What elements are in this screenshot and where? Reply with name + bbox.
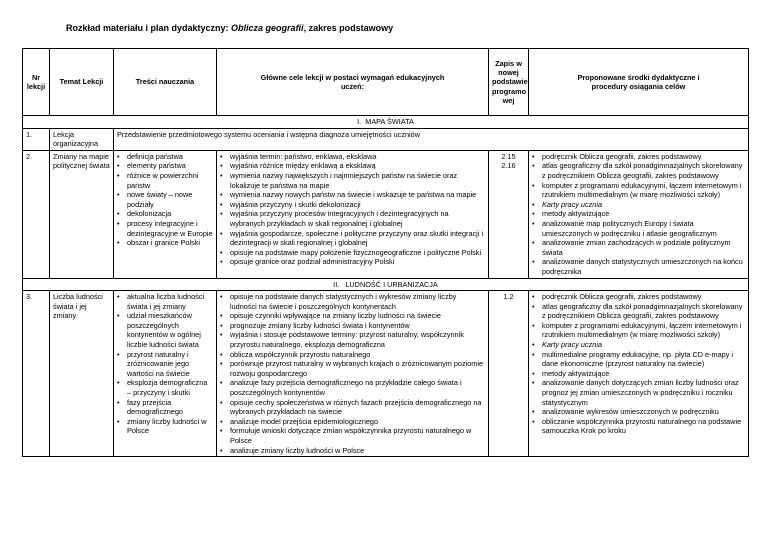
header-cele	[217, 49, 489, 116]
row-tresci	[114, 150, 217, 278]
list-item: • wyjaśnia różnice między enklawą a eksklawą	[220, 161, 485, 171]
list-item: • metody aktywizujące	[532, 209, 745, 219]
list-item: • analizowanie danych dotyczących zmian liczby ludności oraz prognoz jej zmian umieszczonych w podręczniku i roczniku statystycznym	[532, 378, 745, 407]
list-item: • obszar i granice Polski	[117, 238, 213, 248]
list-item: • metody aktywizujące	[532, 369, 745, 379]
table-row	[23, 150, 749, 278]
code-value: 2.16	[501, 161, 516, 171]
list-item: • elementy państwa	[117, 161, 213, 171]
list-item: • aktualna liczba ludności świata i jej zmiany	[117, 292, 213, 311]
list-item: • wyjaśnia przyczyny procesów integracyjnych i dezintegracyjnych na wybranych przykładach w skali regionalnej i globalnej	[220, 209, 485, 228]
list-item: • analizowanie danych statystycznych umieszczonych na końcu podręcznika	[532, 257, 745, 276]
list-item: • Karty pracy ucznia	[532, 200, 745, 210]
list-item: • udział mieszkańców poszczególnych kontynentów w ogólnej liczbie ludności świata	[117, 311, 213, 349]
list-item: • Karty pracy ucznia	[532, 340, 745, 350]
header-srodki	[529, 49, 749, 116]
header-cele-text: Główne cele lekcji w postaci wymagań edukacyjnych uczeń:	[260, 72, 445, 91]
list-item: • podręcznik Oblicza geografii, zakres podstawowy	[532, 152, 745, 162]
row-tresci: Przedstawienie przedmiotowego systemu oceniania i wstępna diagnoza umiejętności uczniów	[114, 128, 749, 150]
row-nr: 1.	[23, 128, 50, 150]
list-item: • prognozuje zmiany liczby ludności świata i kontynentów	[220, 321, 485, 331]
list-item: • przyrost naturalny i zróżnicowanie jego wartości na świecie	[117, 350, 213, 379]
section-row-2	[23, 278, 749, 291]
row-nr: 2.	[23, 150, 50, 278]
document-title	[66, 23, 393, 33]
cele-list	[220, 152, 485, 267]
tresci-list	[117, 152, 213, 248]
list-item: • analizowanie wykresów umieszczonych w podręczniku	[532, 407, 745, 417]
list-item: • eksplozja demograficzna – przyczyny i skutki	[117, 378, 213, 397]
list-item: • oblicza współczynnik przyrostu naturalnego	[220, 350, 485, 360]
title-prefix: Rozkład materiału i plan dydaktyczny:	[66, 23, 232, 33]
table-header-row	[23, 49, 749, 116]
list-item: • komputer z programami edukacyjnymi, łączem internetowym i rzutnikiem multimedialnym (w miarę możliwości szkoły)	[532, 181, 745, 200]
srodki-list	[532, 152, 745, 277]
table-row	[23, 291, 749, 457]
row-temat: Liczba ludności świata i jej zmiany	[50, 291, 114, 457]
tresci-list	[117, 292, 213, 436]
list-item: • multimedialne programy edukacyjne, np. płyta CD e-mapy i dane ekonomiczne (przyrost naturalny na świecie)	[532, 350, 745, 369]
header-tresci: Treści nauczania	[114, 49, 217, 116]
row-srodki	[529, 291, 749, 457]
section-row-1	[23, 116, 749, 129]
list-item: • formułuje wnioski dotyczące zmian współczynnika przyrostu naturalnego w Polsce	[220, 426, 485, 445]
row-nr: 3.	[23, 291, 50, 457]
section-title: MAPA ŚWIATA	[365, 117, 414, 126]
list-item: • wyjaśnia przyczyny i skutki dekolonizacji	[220, 200, 485, 210]
row-cele	[217, 150, 489, 278]
section-number: II.	[333, 279, 340, 289]
list-item: • wyjaśnia gospodarcze, społeczne i polityczne przyczyny oraz skutki integracji i dezintegracji w skali regionalnej i globalnej	[220, 229, 485, 248]
cele-list	[220, 292, 485, 455]
list-item: • wymienia nazwy nowych państw na świecie i wskazuje te państwa na mapie	[220, 190, 485, 200]
list-item: • zmiany liczby ludności w Polsce	[117, 417, 213, 436]
list-item: • opisuje granice oraz podział administracyjny Polski	[220, 257, 485, 267]
list-item: • analizuje model przejścia epidemiologicznego	[220, 417, 485, 427]
section-heading	[23, 278, 749, 291]
title-suffix: , zakres podstawowy	[303, 23, 394, 33]
list-item: • wyjaśnia i stosuje podstawowe terminy: przyrost naturalny, współczynnik przyrostu naturalnego, eksplozja demograficzna	[220, 330, 485, 349]
header-srodki-text: Proponowane środki dydaktyczne i procedury osiągania celów	[577, 72, 700, 91]
row-zapis	[489, 150, 529, 278]
list-item: • komputer z programami edukacyjnymi, łączem internetowym i rzutnikiem multimedialnym (w miarę możliwości szkoły)	[532, 321, 745, 340]
row-temat: Lekcja organizacyjna	[50, 128, 114, 150]
list-item: • różnice w powierzchni państw	[117, 171, 213, 190]
table-row	[23, 128, 749, 150]
list-item: • atlas geograficzny dla szkół ponadgimnazjalnych skorelowany z podręcznikiem Oblicza geografii, zakres podstawowy	[532, 161, 745, 180]
list-item: • definicja państwa	[117, 152, 213, 162]
list-item: • analizowanie map politycznych Europy i świata umieszczonych w podręczniku i atlasie geograficznym	[532, 219, 745, 238]
list-item: • analizowanie zmian zachodzących w podziale politycznym świata	[532, 238, 745, 257]
list-item: • opisuje na podstawie danych statystycznych i wykresów zmiany liczby ludności na świecie i poszczególnych kontynentach	[220, 292, 485, 311]
list-item: • obliczanie współczynnika przyrostu naturalnego na podstawie samouczka Krok po kroku	[532, 417, 745, 436]
row-cele	[217, 291, 489, 457]
section-title: LUDNOŚĆ I URBANIZACJA	[345, 279, 438, 289]
list-item: • atlas geograficzny dla szkół ponadgimnazjalnych skorelowany z podręcznikiem Oblicza geografii, zakres podstawowy	[532, 302, 745, 321]
list-item: • dekolonizacja	[117, 209, 213, 219]
list-item: • analizuje zmiany liczby ludności w Polsce	[220, 446, 485, 456]
row-temat: Zmiany na mapie politycznej świata	[50, 150, 114, 278]
row-srodki	[529, 150, 749, 278]
list-item: • nowe światy – nowe podziały	[117, 190, 213, 209]
list-item: • wymienia nazwy największych i najmniejszych państw na świecie oraz lokalizuje te państwa na mapie	[220, 171, 485, 190]
code-value: 2.15	[501, 151, 516, 161]
list-item: • porównuje przyrost naturalny w wybranych krajach o zróżnicowanym poziomie rozwoju gospodarczego	[220, 359, 485, 378]
list-item: • wyjaśnia termin: państwo, enklawa, eksklawa	[220, 152, 485, 162]
list-item: • opisuje na podstawie mapy położenie fizycznogeograficzne i polityczne Polski	[220, 248, 485, 258]
list-item: • podręcznik Oblicza geografii, zakres podstawowy	[532, 292, 745, 302]
list-item: • opisuje czynniki wpływające na zmiany liczby ludności na świecie	[220, 311, 485, 321]
row-tresci	[114, 291, 217, 457]
srodki-list	[532, 292, 745, 436]
code-value: 1.2	[503, 292, 514, 302]
row-zapis	[489, 291, 529, 457]
section-number: I.	[357, 117, 362, 126]
title-book: Oblicza geografii	[231, 23, 304, 33]
section-heading	[23, 116, 749, 129]
list-item: • analizuje fazy przejścia demograficznego na przykładzie całego świata i poszczególnych kontynentów	[220, 378, 485, 397]
header-nr: Nr lekcji	[23, 49, 50, 116]
list-item: • fazy przejścia demograficznego	[117, 398, 213, 417]
lesson-plan-table	[22, 48, 749, 457]
header-temat: Temat Lekcji	[50, 49, 114, 116]
list-item: • procesy integracyjne i dezintegracyjne w Europie	[117, 219, 213, 238]
header-zapis: Zapis w nowej podstawie programo wej	[489, 49, 529, 116]
list-item: • opisuje cechy społeczeństwa w różnych fazach przejścia demograficznego na wybranych przykładach na świecie	[220, 398, 485, 417]
